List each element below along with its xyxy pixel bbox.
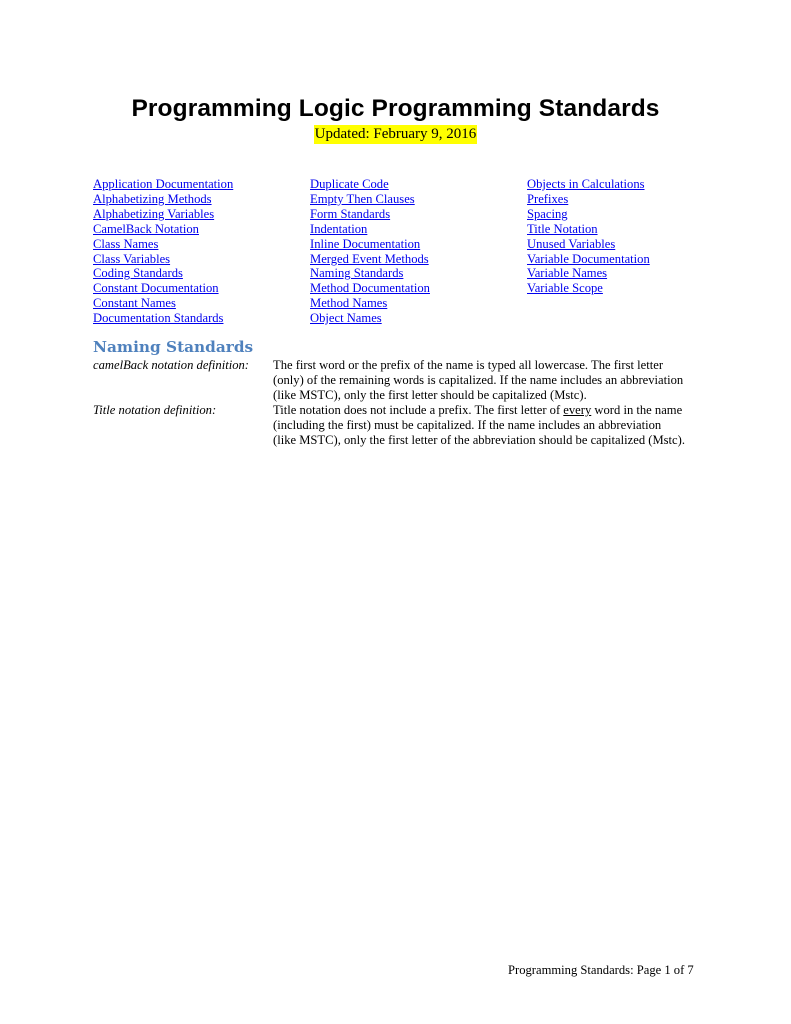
updated-line bbox=[0, 125, 791, 144]
toc-link[interactable]: CamelBack Notation bbox=[93, 221, 199, 236]
toc-link[interactable]: Object Names bbox=[310, 311, 382, 326]
definition-line: The first word or the prefix of the name is typed all lowercase. The first letter bbox=[273, 358, 664, 372]
updated-date: Updated: February 9, 2016 bbox=[314, 126, 477, 142]
toc-link[interactable]: Alphabetizing Methods bbox=[93, 191, 212, 206]
toc-link[interactable]: Spacing bbox=[527, 206, 568, 221]
toc-link[interactable]: Alphabetizing Variables bbox=[93, 206, 215, 221]
definition-line: Title notation does not include a prefix. The first letter of every word in the name bbox=[273, 403, 683, 417]
toc-link[interactable]: Indentation bbox=[310, 221, 368, 236]
toc-column-3 bbox=[527, 177, 650, 296]
definition-line: (like MSTC), only the first letter should be capitalized (Mstc). bbox=[273, 387, 587, 402]
toc-link[interactable]: Title Notation bbox=[527, 221, 598, 236]
toc-link[interactable]: Duplicate Code bbox=[310, 177, 389, 191]
toc-link[interactable]: Empty Then Clauses bbox=[310, 191, 415, 206]
toc-link[interactable]: Variable Scope bbox=[527, 281, 603, 296]
toc-link[interactable]: Coding Standards bbox=[93, 266, 183, 281]
toc-link[interactable]: Method Names bbox=[310, 296, 388, 311]
definition-line: (including the first) must be capitalized. If the name includes an abbreviation bbox=[273, 417, 662, 432]
toc-link[interactable]: Application Documentation bbox=[93, 177, 234, 191]
toc-link[interactable]: Class Variables bbox=[93, 251, 171, 266]
toc-column-2 bbox=[310, 177, 430, 326]
definition-term-title-notation: Title notation definition: bbox=[93, 403, 217, 417]
toc-link[interactable]: Variable Documentation bbox=[527, 251, 650, 266]
toc-link[interactable]: Prefixes bbox=[527, 191, 569, 206]
toc-link[interactable]: Documentation Standards bbox=[93, 311, 224, 326]
toc-link[interactable]: Method Documentation bbox=[310, 281, 430, 296]
emphasis-every: every bbox=[563, 403, 592, 417]
toc-link[interactable]: Merged Event Methods bbox=[310, 251, 429, 266]
toc-link[interactable]: Form Standards bbox=[310, 206, 391, 221]
toc-link[interactable]: Unused Variables bbox=[527, 236, 616, 251]
definition-line: (like MSTC), only the first letter of the abbreviation should be capitalized (Mstc). bbox=[273, 432, 685, 447]
page-footer: Programming Standards: Page 1 of 7 bbox=[508, 963, 694, 977]
toc-link[interactable]: Inline Documentation bbox=[310, 236, 421, 251]
definition-body-title-notation bbox=[273, 403, 713, 448]
toc-link[interactable]: Constant Names bbox=[93, 296, 176, 311]
toc-link[interactable]: Naming Standards bbox=[310, 266, 404, 281]
toc-link[interactable]: Objects in Calculations bbox=[527, 177, 645, 191]
definition-term-camelback: camelBack notation definition: bbox=[93, 358, 249, 372]
section-heading-naming-standards: Naming Standards bbox=[93, 338, 254, 356]
toc-link[interactable]: Class Names bbox=[93, 236, 159, 251]
definition-body-camelback bbox=[273, 358, 713, 403]
toc-column-1 bbox=[93, 177, 233, 326]
document-title: Programming Logic Programming Standards bbox=[131, 95, 660, 122]
definition-line: (only) of the remaining words is capitalized. If the name includes an abbreviation bbox=[273, 372, 684, 387]
toc-link[interactable]: Variable Names bbox=[527, 266, 608, 281]
toc-link[interactable]: Constant Documentation bbox=[93, 281, 219, 296]
